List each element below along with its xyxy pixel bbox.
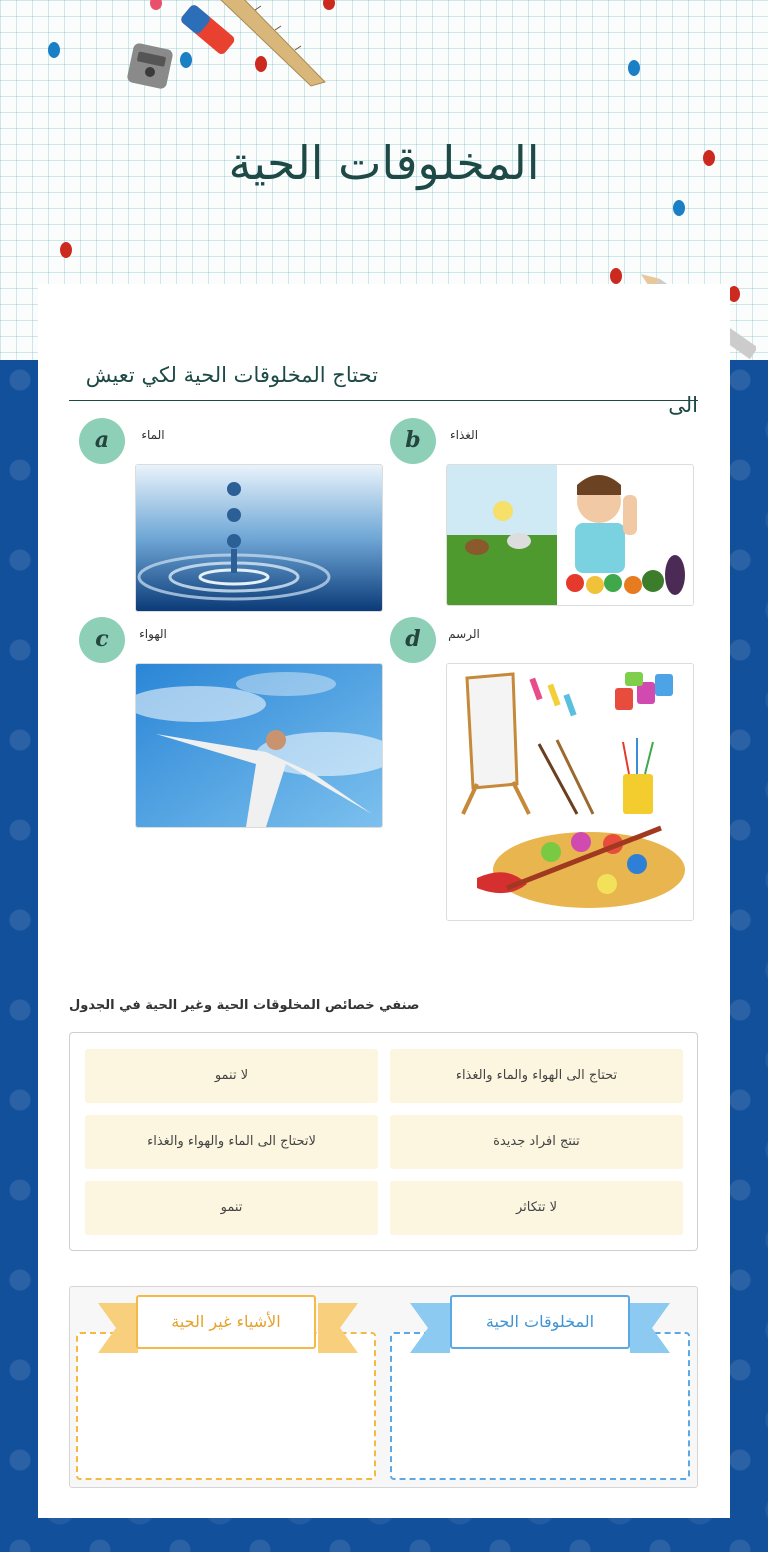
painting-supplies-image bbox=[446, 663, 694, 921]
category-label-nonliving: الأشياء غير الحية bbox=[136, 1295, 316, 1349]
option-letter-badge: b bbox=[390, 418, 436, 464]
option-label: الهواء bbox=[139, 627, 167, 641]
decor-dot bbox=[60, 242, 72, 258]
sharpener-icon bbox=[126, 40, 176, 92]
water-drop-image bbox=[135, 464, 383, 612]
option-label: الغذاء bbox=[449, 428, 479, 442]
sorting-area bbox=[69, 1286, 698, 1488]
category-label-living: المخلوقات الحية bbox=[450, 1295, 630, 1349]
decor-dot bbox=[610, 268, 622, 284]
ruler-icon bbox=[215, 0, 330, 90]
draggable-chip[interactable]: تنمو bbox=[85, 1181, 378, 1235]
option-a[interactable] bbox=[79, 418, 389, 613]
food-boy-image bbox=[446, 464, 694, 606]
question1-prompt-text: تحتاج المخلوقات الحية لكي تعيش الى bbox=[85, 363, 698, 417]
option-b[interactable] bbox=[390, 418, 700, 613]
question1-prompt bbox=[69, 360, 698, 417]
option-letter-badge: a bbox=[79, 418, 125, 464]
chips-pool bbox=[69, 1032, 698, 1251]
draggable-chip[interactable]: تحتاج الى الهواء والماء والغذاء bbox=[390, 1049, 683, 1103]
draggable-chip[interactable]: تنتج افراد جديدة bbox=[390, 1115, 683, 1169]
option-label: الرسم bbox=[448, 627, 480, 641]
decor-dot bbox=[673, 200, 685, 216]
option-letter-badge: c bbox=[79, 617, 125, 663]
option-d[interactable] bbox=[390, 617, 700, 927]
man-sky-air-image bbox=[135, 663, 383, 828]
draggable-chip[interactable]: لا تتكاثر bbox=[390, 1181, 683, 1235]
option-c[interactable] bbox=[79, 617, 389, 832]
decor-dot bbox=[628, 60, 640, 76]
draggable-chip[interactable]: لا تنمو bbox=[85, 1049, 378, 1103]
question2-prompt: صنفي خصائص المخلوقات الحية وغير الحية في الجدول bbox=[69, 998, 420, 1013]
option-letter-badge: d bbox=[390, 617, 436, 663]
worksheet-card bbox=[38, 284, 730, 1518]
option-label: الماء bbox=[141, 428, 165, 442]
draggable-chip[interactable]: لاتحتاج الى الماء والهواء والغذاء bbox=[85, 1115, 378, 1169]
page-title: المخلوقات الحية bbox=[228, 136, 540, 190]
decor-dot bbox=[48, 42, 60, 58]
